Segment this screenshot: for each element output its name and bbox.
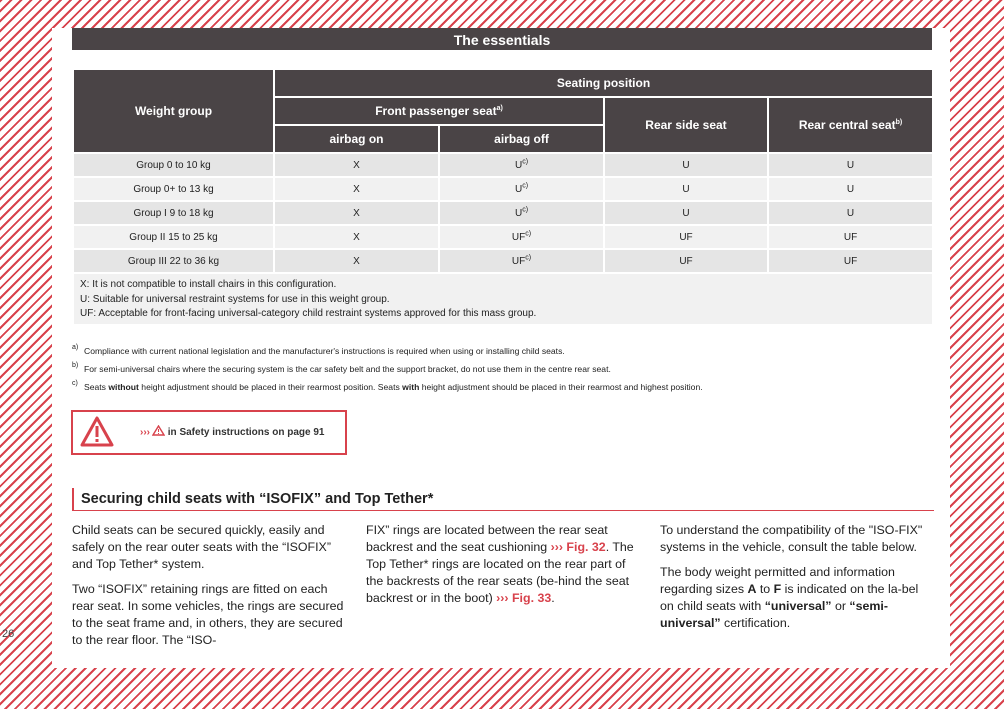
table-row: Group I 9 to 18 kg X $U^{c)}$ U U xyxy=(73,201,933,225)
footnotes xyxy=(72,346,932,400)
fig-32-link[interactable]: ››› Fig. 32 xyxy=(550,540,606,554)
airbag-on-header: airbag on xyxy=(274,125,439,153)
seating-position-header: Seating position xyxy=(274,69,933,97)
front-passenger-header: Front passenger seat$^{a)}$ xyxy=(274,97,604,125)
table-legend-row xyxy=(73,273,933,325)
table-row: Group 0+ to 13 kg X $U^{c)}$ U U xyxy=(73,177,933,201)
airbag-off-header: airbag off xyxy=(439,125,604,153)
footnote-b: b) For semi-universal chairs where the securing system is the car safety belt and the support bracket, do not use them in the centre rear seat. xyxy=(72,362,611,374)
warning-small-icon xyxy=(152,425,165,436)
weight-group-header: Weight group xyxy=(73,69,274,153)
page xyxy=(52,28,950,668)
section-heading: Securing child seats with “ISOFIX” and Top Tether* xyxy=(72,488,934,511)
section-banner: The essentials xyxy=(72,28,932,50)
text-column-2: FIX” rings are located between the rear seat backrest and the seat cushioning ››› Fig. 32. The Top Tether* rings are located on the rear part of the backrests of the rear seats (be-hind the seat backrest or in the boot) ››› Fig. 33. xyxy=(366,523,634,605)
rear-side-header: Rear side seat xyxy=(604,97,768,153)
table-row: Group II 15 to 25 kg X UF$^{c)}$ UF UF xyxy=(73,225,933,249)
table-legend: X: It is not compatible to install chairs in this configuration. U: Suitable for universal restraint systems for use in this weight group. UF: Acceptable for front-facing universal-category child restraint systems approved for this mass group. xyxy=(73,273,933,325)
page-number: 26 xyxy=(2,628,15,640)
safety-warning-box xyxy=(71,410,347,455)
fig-33-link[interactable]: ››› Fig. 33 xyxy=(496,591,552,605)
footnote-c: c) Seats without height adjustment should be placed in their rearmost position. Seats with height adjustment should be placed in their rearmost and highest position. xyxy=(72,380,703,392)
footnote-a: a) Compliance with current national legislation and the manufacturer's instructions is required when using or installing child seats. xyxy=(72,344,565,356)
seating-position-table xyxy=(72,68,934,326)
safety-instructions-link[interactable]: ››› in Safety instructions on page 91 xyxy=(140,427,325,438)
table-row: Group 0 to 10 kg X $U^{c)}$ U U xyxy=(73,153,933,177)
text-column-1: Child seats can be secured quickly, easily and safely on the rear outer seats with the “ISOFIX” and Top Tether* system. Two “ISOFIX” retaining rings are fitted on each rear seat. In some vehicles, the rings are secured to the seat frame and, in others, they are secured to the rear floor. The “ISO- xyxy=(72,523,344,647)
rear-central-header: Rear central seat$^{b)}$ xyxy=(768,97,933,153)
text-column-3: To understand the compatibility of the "ISO-FIX" systems in the vehicle, consult the table below. The body weight permitted and information regarding sizes A to F is indicated on the la-bel on child seats with “universal” or “semi-universal” certification. xyxy=(660,523,923,630)
warning-triangle-icon xyxy=(80,416,114,448)
table-row: Group III 22 to 36 kg X UF$^{c)}$ UF UF xyxy=(73,249,933,273)
